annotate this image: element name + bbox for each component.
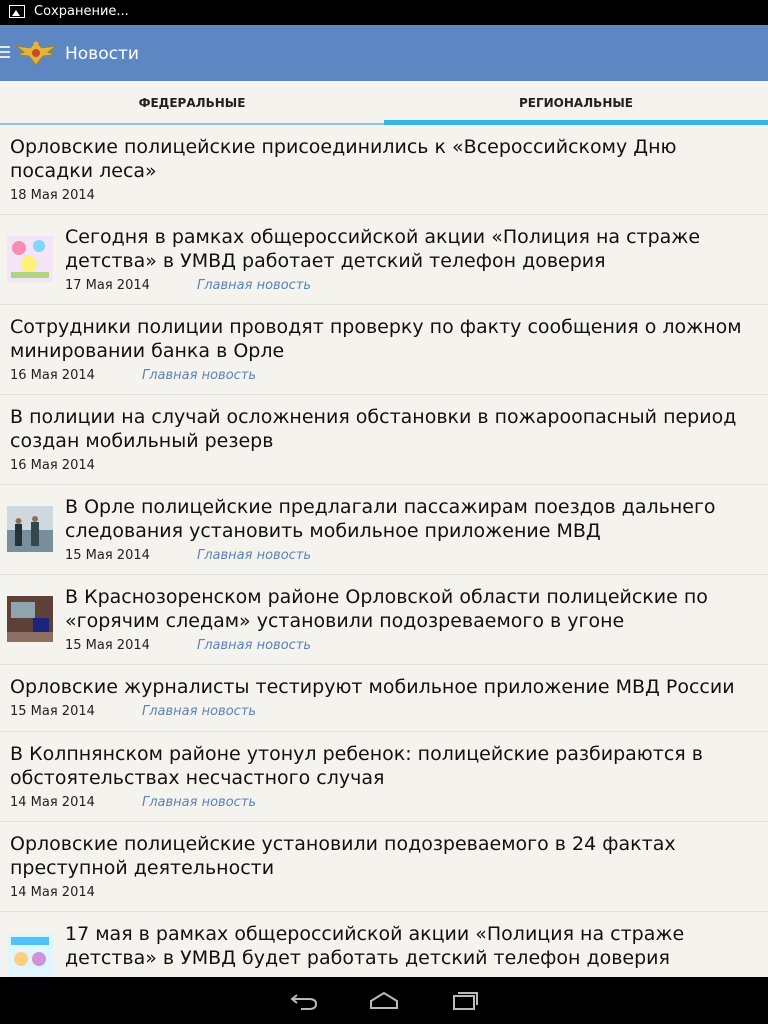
news-title: В полиции на случай осложнения обстановки в пожароопасный период создан мобильный резерв: [10, 406, 737, 452]
news-tag: Главная новость: [142, 795, 257, 810]
news-item[interactable]: [0, 485, 768, 575]
navigation-bar: [0, 977, 768, 1024]
recent-apps-icon[interactable]: [450, 989, 480, 1011]
tab-regional-label: РЕГИОНАЛЬНЫЕ: [519, 96, 633, 110]
tab-regional[interactable]: [384, 81, 768, 125]
image-icon: [9, 5, 25, 18]
news-title: Сотрудники полиции проводят проверку по факту сообщения о ложном минировании банка в Орле: [10, 316, 742, 362]
news-date: 16 Мая 2014: [10, 458, 95, 473]
news-date: 15 Мая 2014: [65, 638, 150, 653]
news-title: Орловские полицейские присоединились к «Всероссийскому Дню посадки леса»: [10, 136, 677, 182]
news-date: 15 Мая 2014: [65, 548, 150, 563]
news-date: 17 Мая 2014: [65, 278, 150, 293]
status-bar: [0, 0, 768, 25]
tab-federal[interactable]: ФЕДЕРАЛЬНЫЕ: [138, 96, 246, 110]
news-item[interactable]: [0, 305, 768, 395]
page-title: Новости: [65, 44, 139, 64]
news-title: В Краснозоренском районе Орловской области полицейские по «горячим следам» установили подозреваемого в угоне: [65, 586, 708, 632]
news-title: В Колпнянском районе утонул ребенок: полицейские разбираются в обстоятельствах несчастного случая: [10, 743, 703, 789]
news-date: 16 Мая 2014: [10, 368, 95, 383]
home-icon[interactable]: [369, 989, 399, 1011]
news-date: 15 Мая 2014: [10, 704, 95, 719]
tab-bar: [0, 81, 768, 125]
news-item[interactable]: [0, 822, 768, 912]
menu-icon[interactable]: [0, 46, 10, 60]
news-thumbnail: [7, 933, 53, 977]
news-item[interactable]: [0, 732, 768, 822]
news-tag: Главная новость: [142, 368, 257, 383]
back-icon[interactable]: [289, 989, 319, 1011]
news-item[interactable]: [0, 215, 768, 305]
news-date: 14 Мая 2014: [10, 795, 95, 810]
emblem-icon[interactable]: [14, 38, 58, 68]
news-title: Сегодня в рамках общероссийской акции «Полиция на страже детства» в УМВД работает детский телефон доверия: [65, 226, 701, 272]
news-tag: Главная новость: [142, 704, 257, 719]
news-item[interactable]: [0, 912, 768, 977]
news-title: Орловские журналисты тестируют мобильное приложение МВД России: [10, 676, 735, 698]
news-tag: Главная новость: [197, 278, 312, 293]
news-item[interactable]: [0, 125, 768, 215]
news-date: 14 Мая 2014: [10, 885, 95, 900]
news-title: 17 мая в рамках общероссийской акции «Полиция на страже детства» в УМВД будет работать детский телефон доверия: [65, 923, 685, 969]
news-title: Орловские полицейские установили подозреваемого в 24 фактах преступной деятельности: [10, 833, 676, 879]
news-item[interactable]: [0, 665, 768, 732]
news-tag: Главная новость: [197, 548, 312, 563]
news-item[interactable]: [0, 575, 768, 665]
news-title: В Орле полицейские предлагали пассажирам поездов дальнего следования установить мобильное приложение МВД: [65, 496, 716, 542]
news-date: 18 Мая 2014: [10, 188, 95, 203]
news-list[interactable]: [0, 125, 768, 977]
news-tag: Главная новость: [197, 638, 312, 653]
news-item[interactable]: [0, 395, 768, 485]
status-text: Сохранение...: [34, 4, 129, 19]
